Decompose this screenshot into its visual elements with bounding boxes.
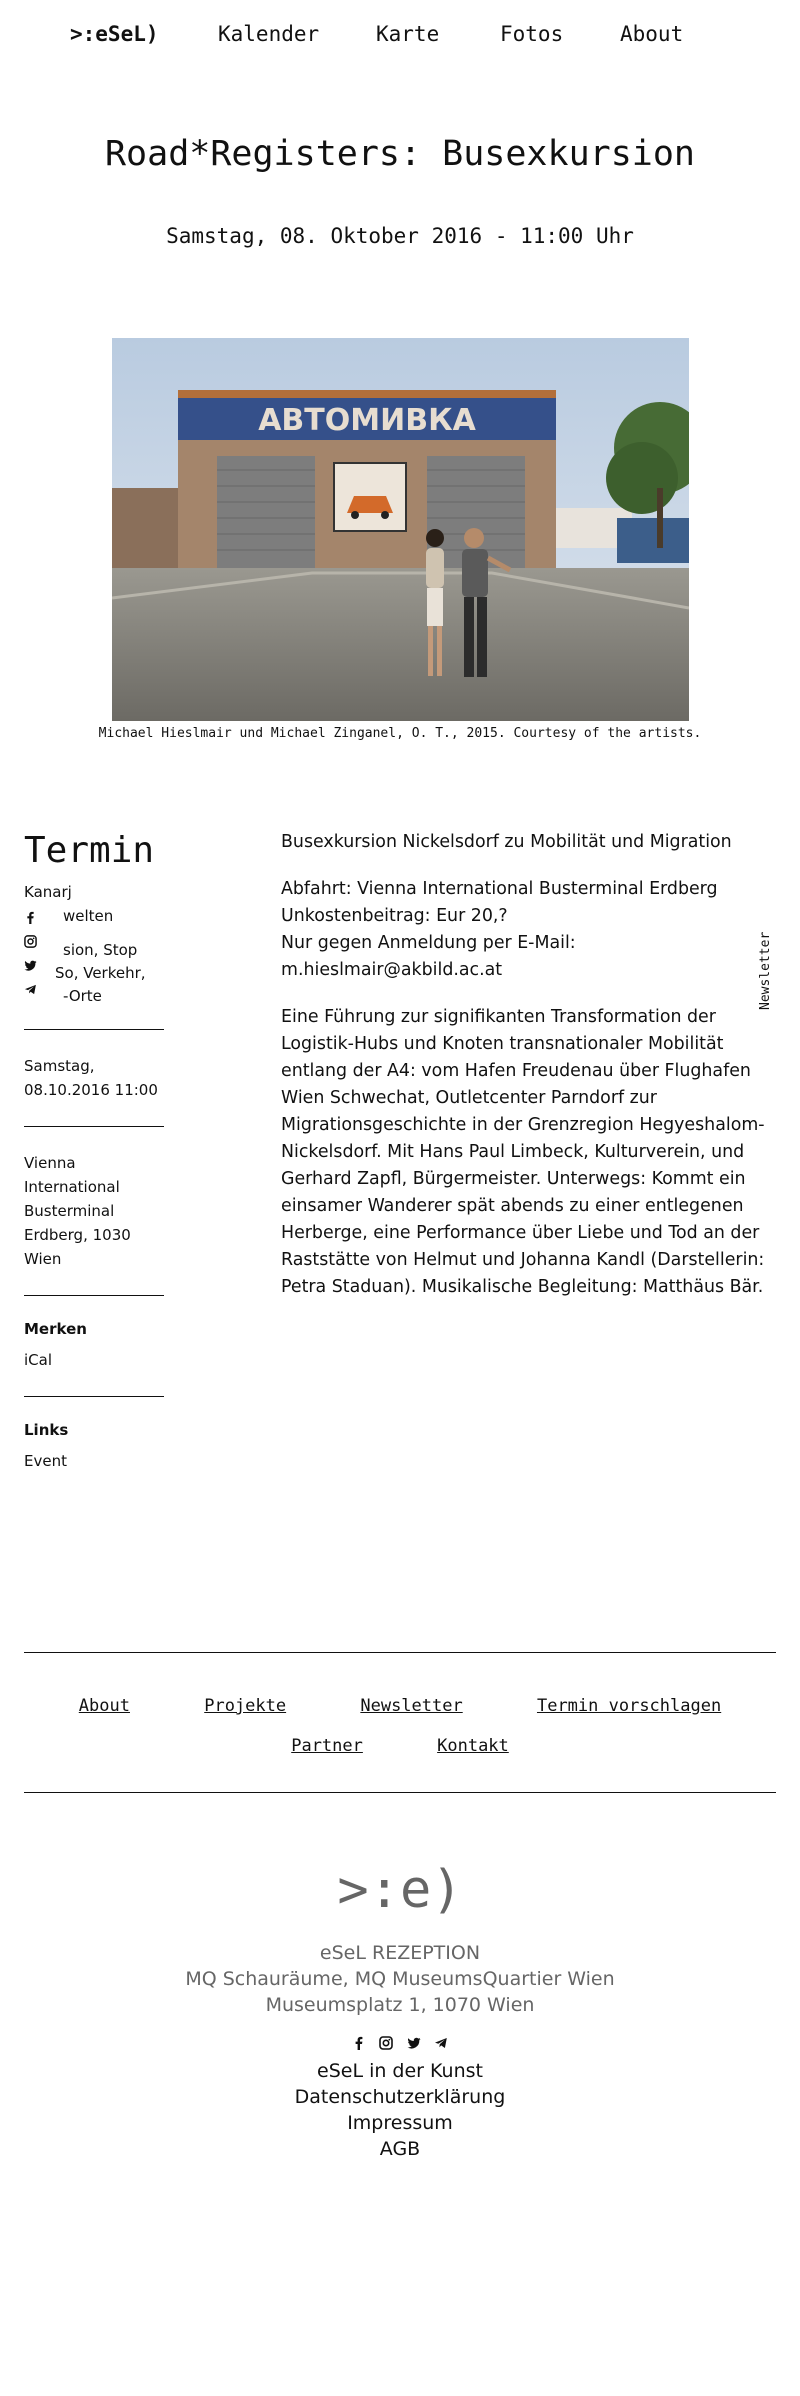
footer-more-links: [0, 2058, 800, 2162]
footer-divider-top: [24, 1652, 776, 1653]
footer-link-impressum[interactable]: Impressum: [347, 2112, 453, 2134]
image-caption: Michael Hieslmair und Michael Zinganel, O. T., 2015. Courtesy of the artists.: [98, 726, 702, 741]
footer-link-about[interactable]: About: [78, 1696, 130, 1716]
divider: [24, 1396, 164, 1397]
category-item[interactable]: sion, Stop: [63, 941, 138, 959]
footer-social-icons: [0, 2032, 800, 2051]
registration-line: Nur gegen Anmeldung per E-Mail:: [281, 933, 576, 953]
event-sidebar: [24, 830, 164, 1473]
when-datetime: 08.10.2016 11:00: [24, 1081, 158, 1099]
footer-link-esel-in-der-kunst[interactable]: eSeL in der Kunst: [317, 2060, 483, 2082]
instagram-icon[interactable]: [379, 2036, 393, 2050]
instagram-icon[interactable]: [24, 935, 37, 948]
footer-link-projekte[interactable]: Projekte: [204, 1696, 287, 1716]
divider: [24, 1126, 164, 1127]
sidebar-heading: Termin: [24, 830, 155, 871]
ical-link[interactable]: iCal: [24, 1351, 53, 1369]
share-icons: [24, 911, 40, 1007]
footer-address: [0, 1940, 800, 2018]
nav-karte[interactable]: Karte: [376, 22, 440, 46]
event-details: [281, 876, 771, 984]
category-item[interactable]: Kanarj: [24, 883, 72, 901]
when-day: Samstag,: [24, 1057, 95, 1075]
email-link[interactable]: m.hieslmair@akbild.ac.at: [281, 960, 503, 980]
address-line: eSeL REZEPTION: [319, 1942, 481, 1964]
category-item[interactable]: welten: [63, 907, 114, 925]
footer-link-termin-vorschlagen[interactable]: Termin vorschlagen: [536, 1696, 722, 1716]
footer-link-partner[interactable]: Partner: [291, 1736, 363, 1756]
location-line: Wien: [24, 1250, 62, 1268]
footer-link-datenschutz[interactable]: Datenschutzerklärung: [294, 2086, 506, 2108]
telegram-icon[interactable]: [24, 983, 37, 996]
location-line: Busterminal: [24, 1202, 115, 1220]
event-link[interactable]: Event: [24, 1452, 67, 1470]
event-date: Samstag, 08. Oktober 2016 - 11:00 Uhr: [166, 224, 634, 248]
category-item[interactable]: -Orte: [63, 987, 102, 1005]
divider: [24, 1295, 164, 1296]
departure-line: Abfahrt: Vienna International Busterminal Erdberg: [281, 879, 718, 899]
newsletter-tab[interactable]: [758, 920, 782, 1010]
footer-divider-bottom: [24, 1792, 776, 1793]
site-logo[interactable]: >:eSeL): [70, 22, 159, 46]
footer-link-newsletter[interactable]: Newsletter: [360, 1696, 463, 1716]
event-location: [24, 1151, 164, 1271]
top-navigation: [70, 22, 740, 54]
nav-fotos[interactable]: Fotos: [500, 22, 564, 46]
intro-text: Busexkursion Nickelsdorf zu Mobilität und Migration: [281, 832, 732, 852]
footer-link-kontakt[interactable]: Kontakt: [437, 1736, 509, 1756]
nav-about[interactable]: About: [620, 22, 684, 46]
newsletter-tab-label[interactable]: Newsletter: [758, 931, 773, 1010]
footer-links: [0, 1686, 800, 1766]
cost-line: Unkostenbeitrag: Eur 20,?: [281, 906, 508, 926]
event-when: [24, 1054, 164, 1102]
merken-label: Merken: [24, 1320, 87, 1338]
address-line: MQ Schauräume, MQ MuseumsQuartier Wien: [185, 1968, 615, 1990]
description-text: Eine Führung zur signifikanten Transformation der Logistik-Hubs und Knoten transnationaler Mobilität entlang der A4: vom Hafen Freudenau über Flughafen Wien Schwechat, Outletcenter Parndorf zur Migrationsgeschichte in der Grenzregion Hegyeshalom-Nickelsdorf. Mit Hans Paul Limbeck, Kulturverein, und Gerhard Zapfl, Bürgermeister. Unterwegs: Kommt ein einsamer Wanderer spät abends zu einer entlegenen Herberge, eine Performance über Liebe und Tod an der Raststätte von Helmut und Johanna Kandl (Darstellerin: Petra Staduan). Musikalische Begleitung: Matthäus Bär.: [281, 1007, 765, 1297]
building-sign: АВТОМИВКА: [258, 403, 476, 438]
address-line: Museumsplatz 1, 1070 Wien: [265, 1994, 535, 2016]
location-line: International: [24, 1178, 120, 1196]
divider: [24, 1029, 164, 1030]
footer-logo[interactable]: >:e): [337, 1860, 463, 1920]
category-list: [24, 881, 164, 1005]
location-line: Erdberg, 1030: [24, 1226, 131, 1244]
event-description: [281, 829, 771, 1321]
facebook-icon[interactable]: [352, 2036, 366, 2050]
telegram-icon[interactable]: [434, 2036, 448, 2050]
links-label: Links: [24, 1421, 69, 1439]
location-line: Vienna: [24, 1154, 76, 1172]
twitter-icon[interactable]: [24, 959, 37, 972]
footer-link-agb[interactable]: AGB: [379, 2138, 421, 2160]
page-title: Road*Registers: Busexkursion: [104, 134, 695, 174]
nav-kalender[interactable]: Kalender: [218, 22, 320, 46]
category-item[interactable]: So, Verkehr,: [55, 964, 146, 982]
facebook-icon[interactable]: [24, 911, 37, 924]
twitter-icon[interactable]: [407, 2036, 421, 2050]
event-image: [112, 338, 689, 721]
